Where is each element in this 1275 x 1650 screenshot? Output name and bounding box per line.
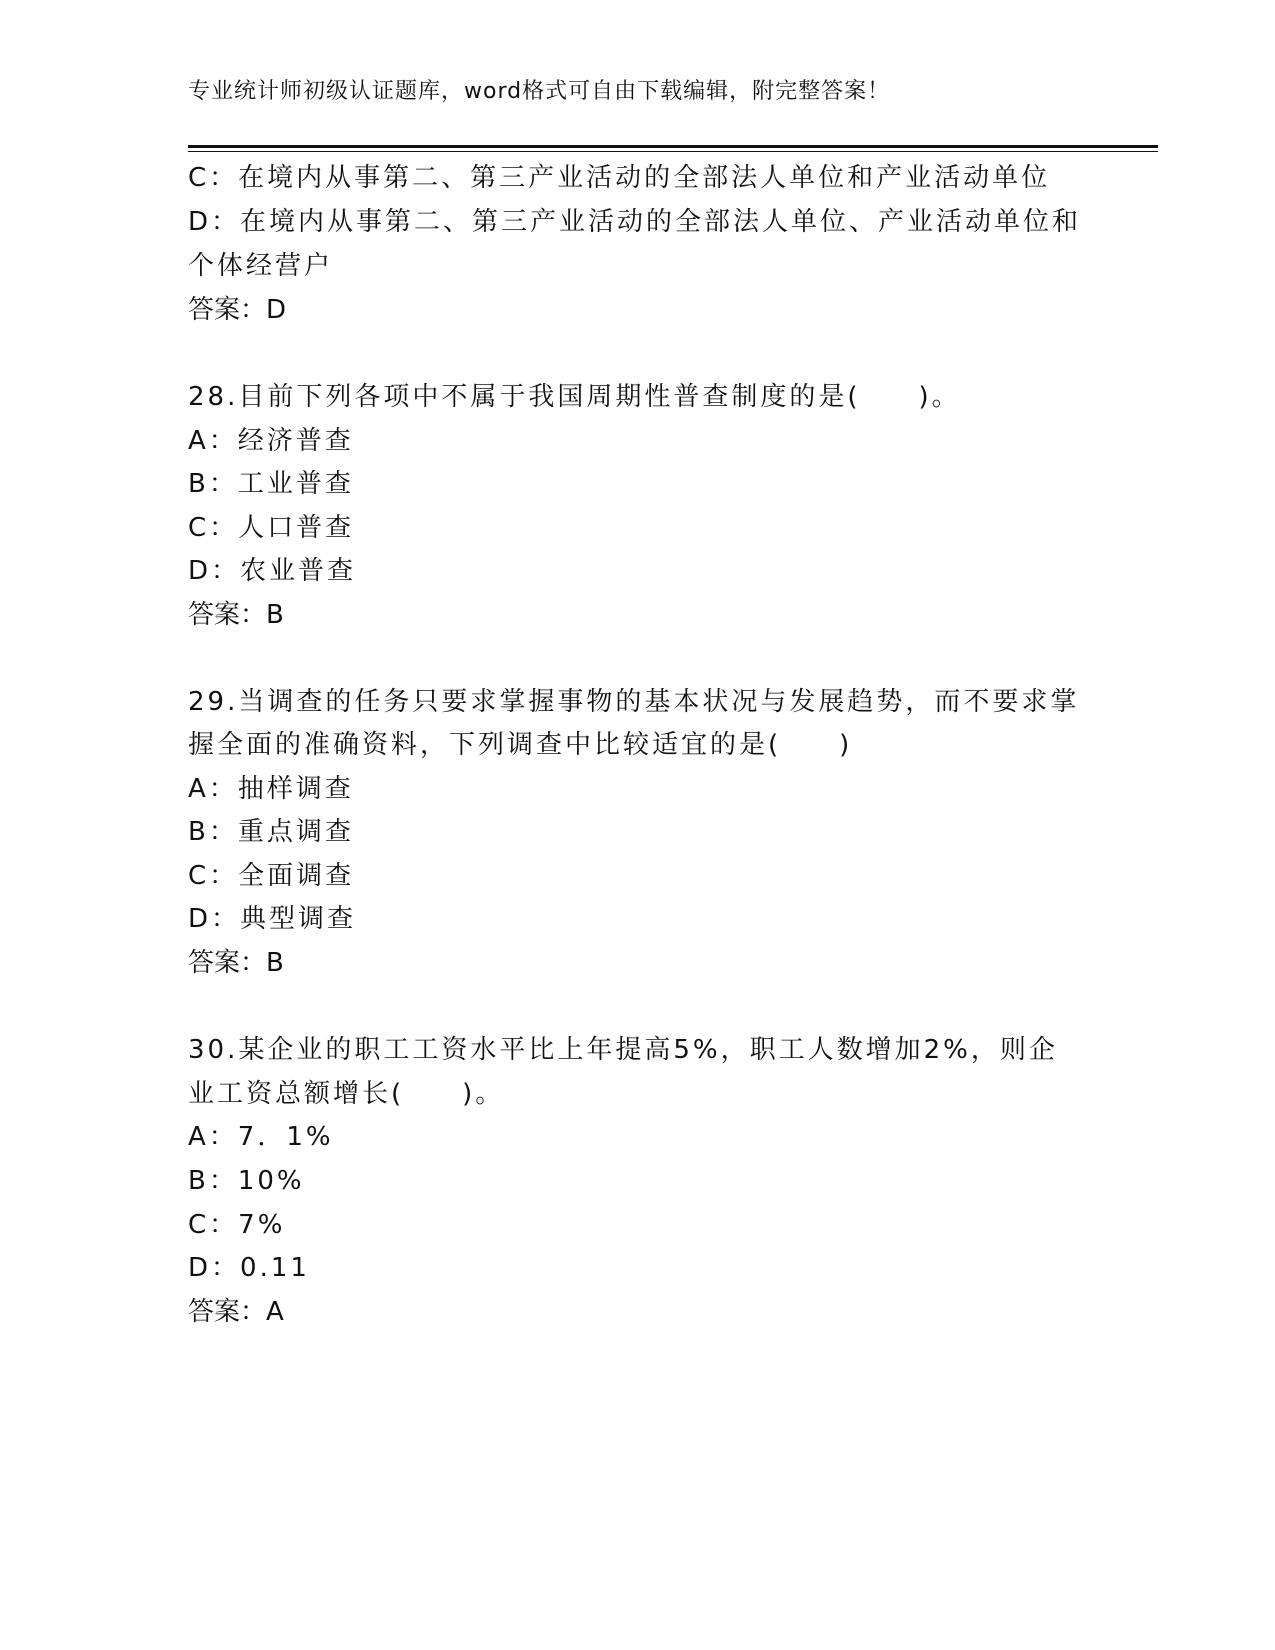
header-rule-thick bbox=[188, 145, 1158, 148]
answer-text: 答案：D bbox=[188, 295, 287, 325]
option-text: D：农业普查 bbox=[188, 556, 357, 586]
question-text: 握全面的准确资料，下列调查中比较适宜的是( ) bbox=[188, 730, 853, 760]
option-text: A：抽样调查 bbox=[188, 774, 354, 804]
page-header: 专业统计师初级认证题库，word格式可自由下载编辑，附完整答案！ bbox=[188, 79, 891, 104]
option-text: C：7% bbox=[188, 1210, 286, 1240]
header-rule-thin bbox=[188, 151, 1158, 152]
option-text: B：重点调查 bbox=[188, 817, 354, 847]
option-text: B：10% bbox=[188, 1166, 305, 1196]
option-text: B：工业普查 bbox=[188, 469, 354, 499]
option-text: C：在境内从事第二、第三产业活动的全部法人单位和产业活动单位 bbox=[188, 163, 1051, 193]
option-text: A：7．1% bbox=[188, 1122, 334, 1152]
question-text: 业工资总额增长( )。 bbox=[188, 1079, 505, 1109]
answer-text: 答案：A bbox=[188, 1297, 284, 1327]
option-text: D：典型调查 bbox=[188, 904, 357, 934]
option-text: C：全面调查 bbox=[188, 861, 355, 891]
option-text: A：经济普查 bbox=[188, 426, 354, 456]
option-text: D：在境内从事第二、第三产业活动的全部法人单位、产业活动单位和 bbox=[188, 207, 1082, 237]
question-text: 30.某企业的职工工资水平比上年提高5%，职工人数增加2%，则企 bbox=[188, 1035, 1058, 1065]
answer-text: 答案：B bbox=[188, 600, 284, 630]
answer-text: 答案：B bbox=[188, 948, 284, 978]
option-text: 个体经营户 bbox=[188, 251, 334, 281]
option-text: D：0.11 bbox=[188, 1253, 310, 1283]
option-text: C：人口普查 bbox=[188, 513, 355, 543]
question-text: 29.当调查的任务只要求掌握事物的基本状况与发展趋势，而不要求掌 bbox=[188, 687, 1080, 717]
question-text: 28.目前下列各项中不属于我国周期性普查制度的是( )。 bbox=[188, 382, 961, 412]
